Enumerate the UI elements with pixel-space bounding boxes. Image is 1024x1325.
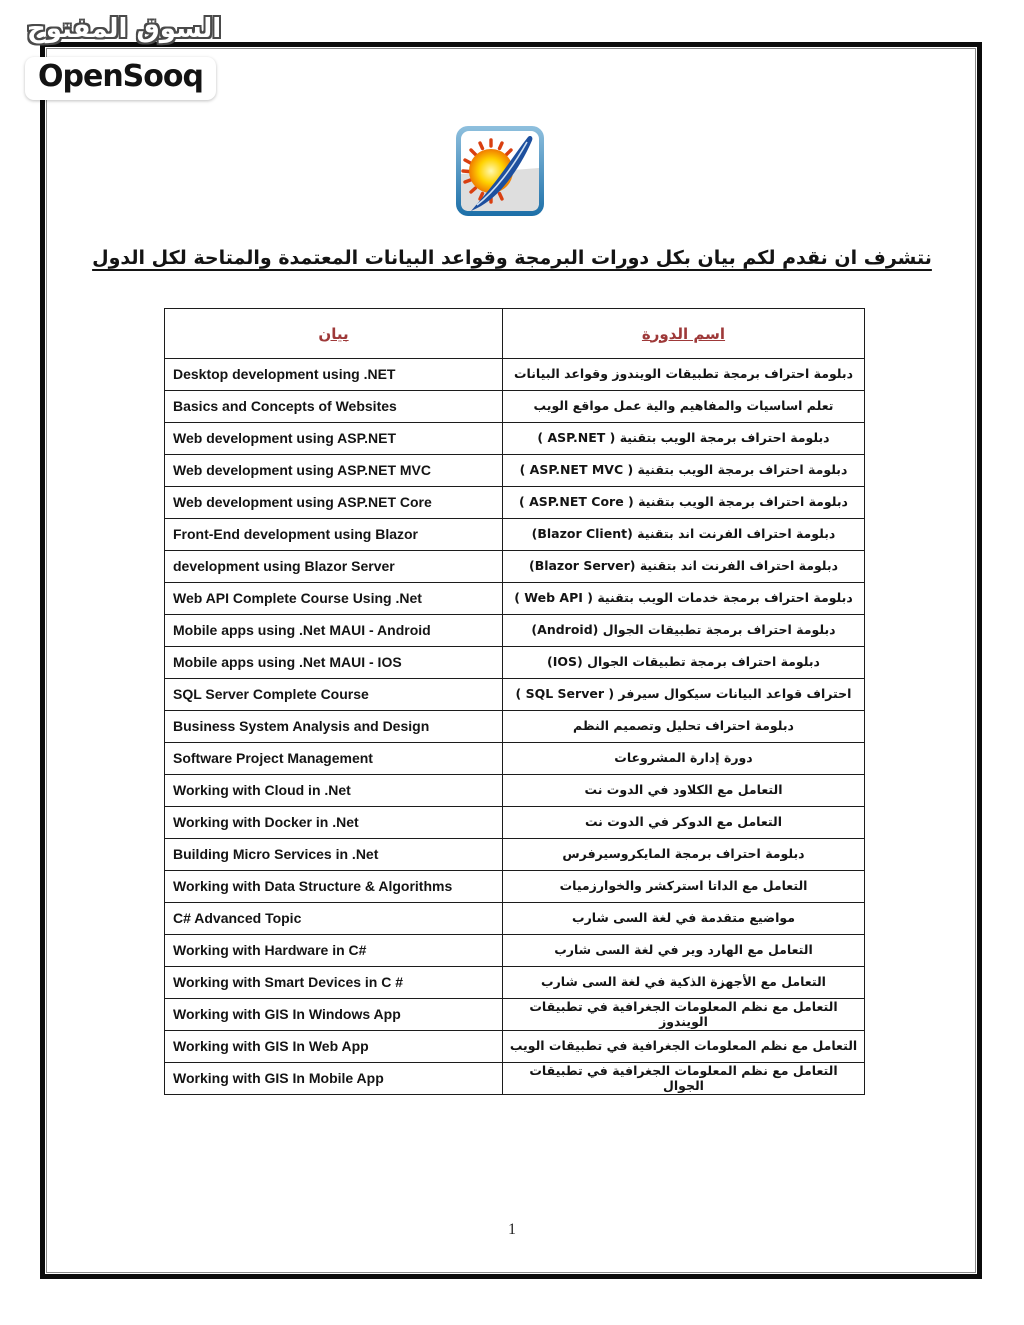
- table-row: [165, 551, 865, 583]
- sun-feather-icon: [455, 125, 545, 217]
- table-row: [165, 1031, 865, 1063]
- column-header-description: بيان: [165, 309, 503, 359]
- course-name-ar: التعامل مع نظم المعلومات الجغرافية في تطبيقات الويندوز: [503, 999, 865, 1031]
- course-name-ar: دبلومة احتراف برمجة الويب بتقنية ( ASP.NET ): [503, 423, 865, 455]
- table-row: [165, 359, 865, 391]
- course-name-ar: التعامل مع نظم المعلومات الجغرافية في تطبيقات الويب: [503, 1031, 865, 1063]
- table-header-row: [165, 309, 865, 359]
- opensooq-watermark: [25, 57, 216, 100]
- course-name-en: Working with Cloud in .Net: [165, 775, 503, 807]
- table-row: [165, 999, 865, 1031]
- course-name-ar: دبلومة احتراف الفرنت اند بتقنية (Blazor Server): [503, 551, 865, 583]
- table-row: [165, 775, 865, 807]
- course-name-ar: دبلومة احتراف برمجة الويب بتقنية ( ASP.NET Core ): [503, 487, 865, 519]
- table-row: [165, 743, 865, 775]
- course-name-en: Front-End development using Blazor: [165, 519, 503, 551]
- table-row: [165, 455, 865, 487]
- column-header-course-name: اسم الدورة: [503, 309, 865, 359]
- course-name-en: Web API Complete Course Using .Net: [165, 583, 503, 615]
- table-row: [165, 519, 865, 551]
- table-row: [165, 679, 865, 711]
- course-name-ar: التعامل مع الدوكر في الدوت نت: [503, 807, 865, 839]
- course-name-ar: دبلومة احتراف الفرنت اند بتقنية (Blazor Client): [503, 519, 865, 551]
- course-name-ar: التعامل مع الكلاود في الدوت نت: [503, 775, 865, 807]
- course-name-ar: دبلومة احتراف برمجة تطبيقات الجوال (Android): [503, 615, 865, 647]
- course-name-ar: التعامل مع الأجهزة الذكية في لغة السى شارب: [503, 967, 865, 999]
- training-center-logo: [455, 125, 545, 217]
- opensooq-brand-label: OpenSooq: [38, 59, 203, 94]
- course-name-ar: دورة إدارة المشروعات: [503, 743, 865, 775]
- course-name-ar: التعامل مع الهارد وير في لغة السى شارب: [503, 935, 865, 967]
- document-title: نتشرف ان نقدم لكم بيان بكل دورات البرمجة وقواعد البيانات المعتمدة والمتاحة لكل الدول: [92, 247, 932, 269]
- course-name-en: C# Advanced Topic: [165, 903, 503, 935]
- table-row: [165, 903, 865, 935]
- table-row: [165, 839, 865, 871]
- course-name-ar: دبلومة احتراف برمجة تطبيقات الويندوز وقواعد البيانات: [503, 359, 865, 391]
- course-name-en: Building Micro Services in .Net: [165, 839, 503, 871]
- course-name-ar: التعامل مع نظم المعلومات الجغرافية في تطبيقات الجوال: [503, 1063, 865, 1095]
- table-row: [165, 583, 865, 615]
- course-name-en: Working with GIS In Windows App: [165, 999, 503, 1031]
- table-row: [165, 711, 865, 743]
- course-name-en: Desktop development using .NET: [165, 359, 503, 391]
- course-name-ar: دبلومة احتراف تحليل وتصميم النظم: [503, 711, 865, 743]
- course-name-en: Working with Docker in .Net: [165, 807, 503, 839]
- table-row: [165, 615, 865, 647]
- course-name-ar: التعامل مع الداتا استركشر والخوارزميات: [503, 871, 865, 903]
- course-name-ar: دبلومة احتراف برمجة تطبيقات الجوال (IOS): [503, 647, 865, 679]
- table-row: [165, 871, 865, 903]
- course-name-en: Working with Smart Devices in C #: [165, 967, 503, 999]
- courses-table: [164, 308, 865, 1095]
- course-name-en: Working with Hardware in C#: [165, 935, 503, 967]
- course-name-ar: دبلومة احتراف برمجة خدمات الويب بتقنية ( Web API ): [503, 583, 865, 615]
- course-name-ar: تعلم اساسيات والمفاهيم والية عمل مواقع الويب: [503, 391, 865, 423]
- course-name-en: SQL Server Complete Course: [165, 679, 503, 711]
- course-name-en: Web development using ASP.NET Core: [165, 487, 503, 519]
- course-name-ar: مواضيع متقدمة في لغة السى شارب: [503, 903, 865, 935]
- course-name-en: Working with GIS In Web App: [165, 1031, 503, 1063]
- course-name-en: Basics and Concepts of Websites: [165, 391, 503, 423]
- course-name-en: Software Project Management: [165, 743, 503, 775]
- table-row: [165, 423, 865, 455]
- opensooq-arabic-logo: السوق المفتوح: [27, 14, 222, 44]
- course-name-en: Web development using ASP.NET MVC: [165, 455, 503, 487]
- course-name-ar: دبلومة احتراف برمجة الويب بتقنية ( ASP.NET MVC ): [503, 455, 865, 487]
- table-row: [165, 935, 865, 967]
- table-row: [165, 1063, 865, 1095]
- page-number: 1: [508, 1221, 516, 1238]
- course-name-en: Mobile apps using .Net MAUI - IOS: [165, 647, 503, 679]
- course-name-en: Working with Data Structure & Algorithms: [165, 871, 503, 903]
- course-name-en: Mobile apps using .Net MAUI - Android: [165, 615, 503, 647]
- course-name-en: Business System Analysis and Design: [165, 711, 503, 743]
- table-row: [165, 391, 865, 423]
- course-name-en: Web development using ASP.NET: [165, 423, 503, 455]
- table-row: [165, 647, 865, 679]
- table-row: [165, 807, 865, 839]
- table-row: [165, 487, 865, 519]
- table-row: [165, 967, 865, 999]
- course-table-body: [165, 359, 865, 1095]
- course-name-en: development using Blazor Server: [165, 551, 503, 583]
- course-name-ar: احتراف قواعد البيانات سيكوال سيرفر ( SQL Server ): [503, 679, 865, 711]
- course-name-en: Working with GIS In Mobile App: [165, 1063, 503, 1095]
- course-name-ar: دبلومة احتراف برمجة المايكروسيرفرس: [503, 839, 865, 871]
